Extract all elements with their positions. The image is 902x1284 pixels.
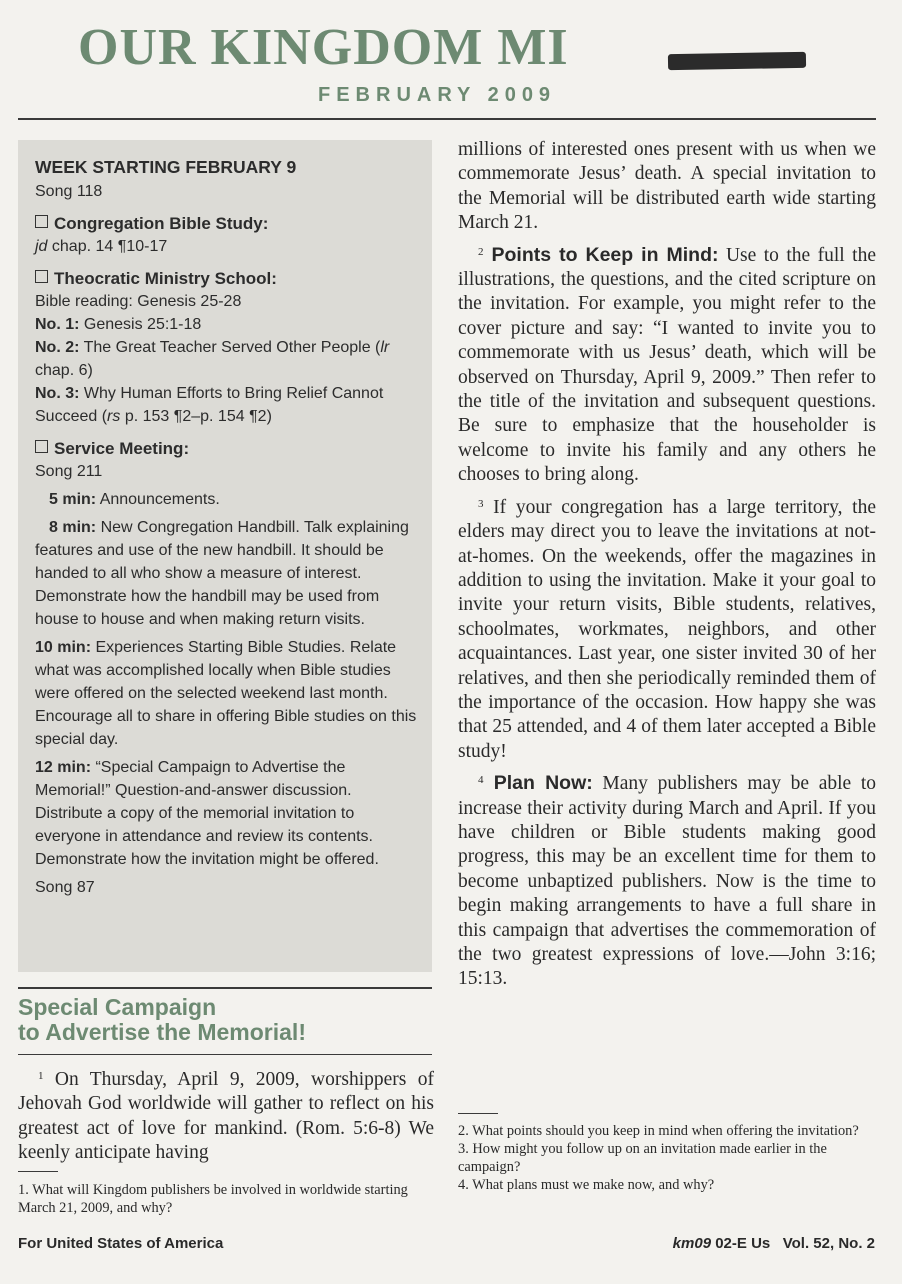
footnote-rule bbox=[18, 1171, 58, 1172]
tms-part-3: No. 3: Why Human Efforts to Bring Relief Cannot Succeed (rs p. 153 ¶2–p. 154 ¶2) bbox=[35, 385, 384, 425]
checkbox-icon bbox=[35, 270, 48, 283]
opening-song: Song 118 bbox=[35, 183, 103, 200]
sm-part-3: 10 min: Experiences Starting Bible Studies. Relate what was accomplished locally when Bible studies were offered on the selected weekend last month. Encourage all to share in offering Bible studies on this special day. bbox=[35, 639, 417, 748]
questions-2-4 bbox=[458, 1122, 878, 1194]
question-2: 2. What points should you keep in mind when offering the invitation? bbox=[458, 1123, 859, 1139]
bible-reading: Bible reading: Genesis 25-28 bbox=[35, 293, 242, 310]
paragraph-1: $^1$ On Thursday, April 9, 2009, worshippers of Jehovah God worldwide will gather to reflect on his greatest act of love for mankind. (Rom. 5:6-8) We keenly anticipate having bbox=[18, 1069, 434, 1164]
header-rule bbox=[18, 118, 876, 120]
sm-part-4: 12 min: “Special Campaign to Advertise the Memorial!” Question-and-answer discussion. Distribute a copy of the memorial invitation to everyone in attendance and review its contents. Demonstrate how the invitation might be offered. bbox=[35, 759, 379, 868]
redaction-mark bbox=[668, 52, 806, 70]
weekly-schedule-box bbox=[18, 140, 432, 972]
tms-heading: Theocratic Ministry School: bbox=[35, 267, 418, 290]
footer-region: For United States of America bbox=[18, 1235, 224, 1252]
article-title: Special Campaign to Advertise the Memorial! bbox=[18, 994, 306, 1045]
sm-part-2: 8 min: New Congregation Handbill. Talk explaining features and use of the new handbill. It should be handed to all who show a measure of interest. Demonstrate how the handbill may be used from house to house and when making return visits. bbox=[35, 519, 409, 628]
right-column bbox=[458, 138, 876, 996]
sm-heading: Service Meeting: bbox=[35, 437, 418, 460]
paragraph-4: $^4$ Plan Now: Many publishers may be able to increase their activity during March and April. If you have children or Bible students making good progress, this may be an excellent time for them to become unbaptized publishers. Now is the time to begin making arrangements to have a full share in this campaign that advertises the commemoration of the two greatest expressions of love.—John 3:16; 15:13. bbox=[458, 772, 877, 990]
week-heading: WEEK STARTING FEBRUARY 9 bbox=[35, 157, 297, 177]
masthead-month: FEBRUARY 2009 bbox=[318, 84, 557, 106]
checkbox-icon bbox=[35, 440, 48, 453]
question-3: 3. How might you follow up on an invitation made earlier in the campaign? bbox=[458, 1141, 827, 1175]
paragraph-1-continued: millions of interested ones present with us when we commemorate Jesus’ death. A special invitation to the Memorial will be distributed earth wide starting March 21. bbox=[458, 139, 876, 234]
footnote-rule bbox=[458, 1113, 498, 1114]
paragraph-2: $^2$ Points to Keep in Mind: Use to the full the illustrations, the questions, and the cited scripture on the invitation. For example, you might refer to the cover picture and say: “I wanted to invite you to commemorate with us Jesus’ death, which will be observed on Thursday, April 9, 2009.” Then refer to the title of the invitation and subsequent questions. Be sure to emphasize that the householder is welcome to invite his family and any others he chooses to bring along. bbox=[458, 243, 876, 486]
masthead-title: OUR KINGDOM MI bbox=[78, 19, 569, 76]
closing-song: Song 87 bbox=[35, 879, 95, 896]
sm-song: Song 211 bbox=[35, 463, 103, 480]
cbs-heading: Congregation Bible Study: bbox=[35, 212, 418, 235]
tms-part-1: No. 1: Genesis 25:1-18 bbox=[35, 316, 202, 333]
question-1: 1. What will Kingdom publishers be involved in worldwide starting March 21, 2009, and why? bbox=[18, 1182, 408, 1216]
footer-issue: km09 02-E Us Vol. 52, No. 2 bbox=[672, 1235, 875, 1252]
question-4: 4. What plans must we make now, and why? bbox=[458, 1177, 715, 1193]
tms-part-2: No. 2: The Great Teacher Served Other People (lr chap. 6) bbox=[35, 339, 390, 379]
cbs-reference: jd chap. 14 ¶10-17 bbox=[35, 238, 168, 255]
article-rule bbox=[18, 987, 432, 989]
sm-part-1: 5 min: Announcements. bbox=[49, 491, 220, 508]
paragraph-3: $^3$ If your congregation has a large territory, the elders may direct you to leave the invitations at not-at-homes. On the weekends, offer the magazines in addition to using the invitation. Make it your goal to invite your return visits, Bible students, relatives, schoolmates, workmates, neighbors, and other acquaintances. Last year, one sister invited 30 of her relatives, and then she periodically reminded them of the importance of the occasion. How happy she was that 25 attended, and 4 of them later accepted a Bible study! bbox=[458, 496, 876, 762]
title-rule bbox=[18, 1054, 432, 1055]
checkbox-icon bbox=[35, 215, 48, 228]
